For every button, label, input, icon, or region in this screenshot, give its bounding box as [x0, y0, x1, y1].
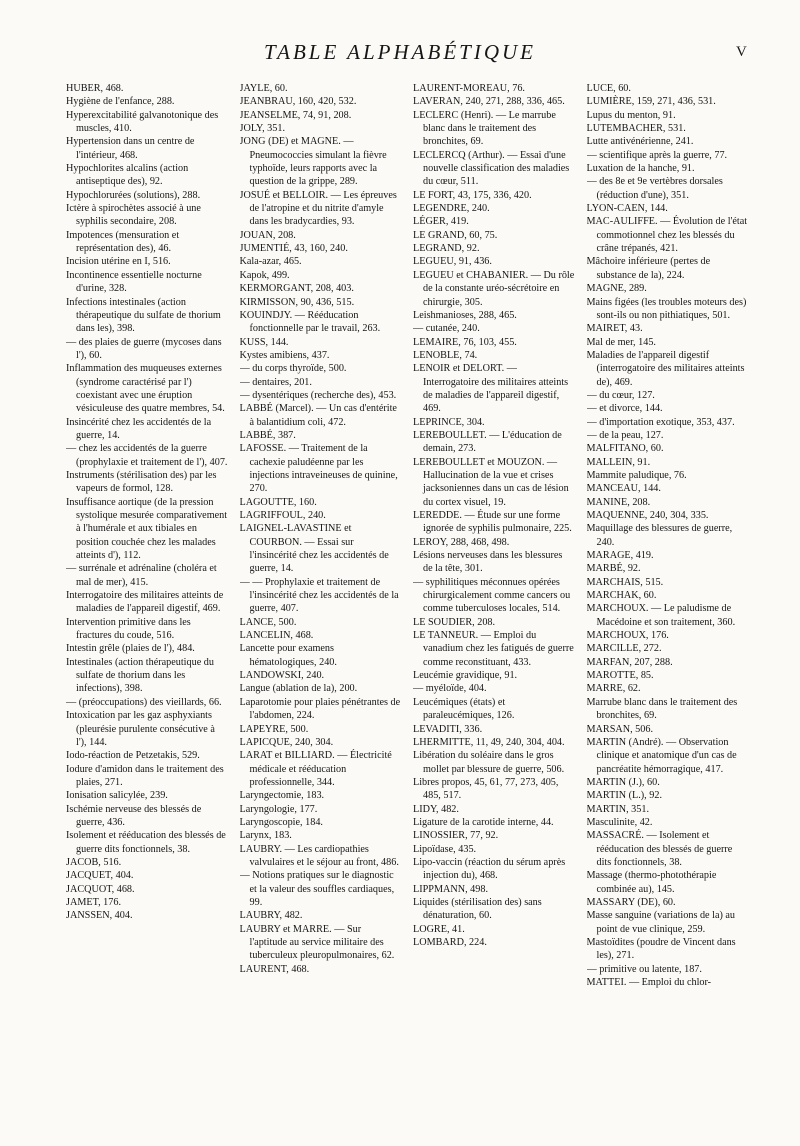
index-entry: JEANSELME, 74, 91, 208.	[239, 109, 352, 121]
index-entry: MARRE, 62.	[586, 683, 641, 695]
index-entry: — des plaies de guerre (mycoses dans l'), 60.	[66, 336, 222, 361]
index-entry: Isolement et rééducation des blessés de guerre dits fonctionnels, 38.	[66, 830, 226, 855]
index-entry: MANINE, 208.	[586, 496, 651, 508]
page-number: V	[736, 44, 747, 60]
index-entry: Leucémie gravidique, 91.	[413, 670, 518, 682]
index-entry: LEPRINCE, 304.	[413, 416, 485, 428]
index-entry: — du cœur, 127.	[586, 389, 655, 401]
index-entry: Lutte antivénérienne, 241.	[586, 136, 694, 148]
index-entry: MARCHAK, 60.	[586, 590, 657, 602]
index-entry: — syphilitiques méconnues opérées chirurgicalement comme cancers ou comme tuberculoses locales, 514.	[413, 576, 571, 615]
index-entry: LE SOUDIER, 208.	[413, 616, 496, 628]
index-entry: MARBÉ, 92.	[586, 563, 641, 575]
index-entry: LAIGNEL-LAVASTINE et COURBON. — Essai sur l'insincérité chez les accidentés de guerre, 14.	[239, 523, 389, 575]
index-entry: — chez les accidentés de la guerre (prophylaxie et traitement de l'), 407.	[66, 443, 228, 468]
index-entry: Maquillage des blessures de guerre, 240.	[586, 523, 733, 548]
index-entry: Hyperexcitabilité galvanotonique des muscles, 410.	[66, 109, 219, 135]
index-entry: MASSACRÉ. — Isolement et rééducation des blessés de guerre dits fonctionnels, 38.	[586, 830, 733, 868]
index-column-1	[66, 82, 228, 1122]
index-entry: Lésions nerveuses dans les blessures de la tête, 301.	[413, 550, 563, 575]
index-entry: Iodo-réaction de Petzetakis, 529.	[66, 750, 200, 762]
index-entry: Intervention primitive dans les fractures du coude, 516.	[66, 616, 191, 642]
index-entry: MARSAN, 506.	[586, 723, 654, 735]
index-entry: Ictère à spirochètes associé à une syphilis secondaire, 208.	[66, 203, 201, 228]
index-entry: JACQUET, 404.	[66, 870, 134, 882]
index-entry: Ionisation salicylée, 239.	[66, 790, 168, 802]
index-entry: LABBÉ, 387.	[239, 429, 296, 441]
index-entry: Incision utérine en I, 516.	[66, 256, 171, 268]
index-entry: JANSSEN, 404.	[66, 910, 133, 922]
index-entry: — (préoccupations) des vieillards, 66.	[66, 696, 222, 708]
index-entry: Masculinite, 42.	[586, 816, 653, 828]
page-title: TABLE ALPHABÉTIQUE	[264, 40, 536, 64]
index-columns	[66, 82, 748, 1122]
index-entry: LEGUEU et CHABANIER. — Du rôle de la constante uréo-sécrétoire en chirurgie, 305.	[413, 269, 575, 308]
index-entry: LEGRAND, 92.	[413, 243, 480, 255]
index-entry: LIDY, 482.	[413, 803, 459, 815]
index-entry: Hypochlorites alcalins (action antiseptique des), 92.	[66, 163, 189, 188]
index-entry: MARFAN, 207, 288.	[586, 656, 673, 668]
index-entry: — des 8e et 9e vertèbres dorsales (réduction d'une), 351.	[586, 176, 723, 201]
index-entry: Lipoïdase, 435.	[413, 843, 477, 855]
index-entry: LAGRIFFOUL, 240.	[239, 510, 326, 521]
index-entry: MAROTTE, 85.	[586, 670, 654, 682]
index-entry: LEVADITI, 336.	[413, 723, 483, 735]
index-entry: LAGOUTTE, 160.	[239, 496, 317, 508]
index-entry: LYON-CAEN, 144.	[586, 203, 668, 215]
index-entry: Laryngectomie, 183.	[239, 790, 325, 802]
index-entry: Mastoïdites (poudre de Vincent dans les), 271.	[586, 937, 736, 962]
index-entry: Impotences (mensuration et représentation des), 46.	[66, 229, 180, 255]
index-entry: Mal de mer, 145.	[586, 336, 656, 348]
index-entry: Libération du soléaire dans le gros mollet par blessure de guerre, 506.	[413, 750, 565, 775]
index-entry: LARAT et BILLIARD. — Électricité médicale et rééducation professionnelle, 344.	[239, 750, 392, 788]
index-entry: Kala-azar, 465.	[239, 256, 302, 268]
index-entry: LABBÉ (Marcel). — Un cas d'entérite à balantidium coli, 472.	[239, 403, 397, 428]
index-entry: Langue (ablation de la), 200.	[239, 683, 358, 695]
index-entry: LIPPMANN, 498.	[413, 883, 488, 895]
index-entry: Insincérité chez les accidentés de la guerre, 14.	[66, 416, 212, 441]
index-entry: LANCE, 500.	[239, 616, 297, 628]
index-entry: LUCE, 60.	[586, 83, 631, 94]
index-entry: MARCHAIS, 515.	[586, 576, 664, 588]
index-entry: JOSUÉ et BELLOIR. — Les épreuves de l'atropine et du nitrite d'amyle dans les bradycardies, 93.	[239, 189, 397, 228]
index-entry: Iodure d'amidon dans le traitement des plaies, 271.	[66, 763, 224, 788]
index-entry: MATTEI. — Emploi du chlor-	[586, 977, 712, 989]
index-entry: LEREDDE. — Étude sur une forme ignorée de syphilis pulmonaire, 225.	[413, 510, 572, 535]
index-entry: Hypertension dans un centre de l'intérieur, 468.	[66, 136, 195, 161]
index-entry: LE GRAND, 60, 75.	[413, 229, 498, 241]
index-entry: Luxation de la hanche, 91.	[586, 163, 695, 175]
index-entry: LEREBOULLET et MOUZON. — Hallucination de la vue et crises jacksoniennes dans un cas de lésion du cortex visuel, 19.	[413, 456, 569, 508]
index-column-2	[240, 82, 402, 1122]
index-entry: JONG (DE) et MAGNE. — Pneumococcies simulant la fièvre typhoïde, leurs rapports avec la question de la grippe, 289.	[239, 136, 387, 188]
index-entry: LÉGER, 419.	[413, 216, 469, 228]
index-entry: KERMORGANT, 208, 403.	[239, 283, 354, 295]
index-entry: — de la peau, 127.	[586, 429, 664, 441]
index-entry: JUMENTIÉ, 43, 160, 240.	[239, 243, 348, 255]
index-entry: — surrénale et adrénaline (choléra et mal de mer), 415.	[66, 563, 217, 588]
index-entry: LAUBRY, 482.	[239, 910, 303, 922]
index-entry: LE FORT, 43, 175, 336, 420.	[413, 189, 532, 201]
index-entry: LECLERCQ (Arthur). — Essai d'une nouvelle classification des maladies du cœur, 511.	[413, 149, 570, 188]
index-entry: Insuffisance aortique (de la pression systolique mesurée comparativement à l'humérale et aux tibiales en position couchée chez les malades atteints d'), 112.	[66, 496, 228, 562]
index-entry: LANDOWSKI, 240.	[239, 670, 325, 682]
index-entry: KUSS, 144.	[239, 336, 289, 348]
index-entry: LEMAIRE, 76, 103, 455.	[413, 336, 517, 348]
index-entry: — dentaires, 201.	[239, 376, 312, 388]
index-entry: LECLERC (Henri). — Le marrube blanc dans le traitement des bronchites, 69.	[413, 109, 556, 148]
index-entry: JOUAN, 208.	[239, 229, 296, 241]
index-entry: LEREBOULLET. — L'éducation de demain, 273.	[413, 429, 562, 455]
page-header	[0, 38, 800, 68]
index-entry: MARAGE, 419.	[586, 550, 654, 562]
index-entry: LAPEYRE, 500.	[239, 723, 309, 735]
index-entry: — Notions pratiques sur le diagnostic et la valeur des souffles cardiaques, 99.	[239, 870, 395, 908]
index-entry: Mâchoire inférieure (pertes de substance de la), 224.	[586, 256, 711, 281]
index-entry: JACQUOT, 468.	[66, 883, 135, 895]
index-entry: Intestinales (action thérapeutique du sulfate de thorium dans les infections), 398.	[66, 656, 214, 695]
index-entry: LAUBRY. — Les cardiopathies valvulaires et le séjour au front, 486.	[239, 843, 399, 868]
index-entry: Lancette pour examens hématologiques, 240.	[239, 643, 337, 668]
index-entry: Intestin grêle (plaies de l'), 484.	[66, 643, 195, 655]
index-entry: Hygiène de l'enfance, 288.	[66, 96, 175, 108]
index-column-3	[413, 82, 575, 1122]
index-entry: Infections intestinales (action thérapeutique du sulfate de thorium dans les), 398.	[66, 296, 221, 335]
index-entry: JAMET, 176.	[66, 896, 121, 908]
index-entry: LEGENDRE, 240.	[413, 203, 490, 215]
index-entry: LOMBARD, 224.	[413, 937, 487, 948]
index-entry: LOGRE, 41.	[413, 923, 465, 935]
index-entry: Lupus du menton, 91.	[586, 109, 676, 121]
index-entry: JACOB, 516.	[66, 856, 122, 868]
index-entry: MARCILLE, 272.	[586, 643, 662, 655]
index-entry: Leishmanioses, 288, 465.	[413, 309, 517, 321]
index-entry: Maladies de l'appareil digestif (interrogatoire des militaires atteints de), 469.	[586, 349, 745, 388]
index-entry: LAPICQUE, 240, 304.	[239, 736, 334, 748]
index-entry: HUBER, 468.	[66, 83, 124, 94]
index-entry: JAYLE, 60.	[239, 83, 288, 94]
index-entry: Inflammation des muqueuses externes (syndrome caractérisé par l') coexistant avec une éruption vésiculeuse des quatre membres, 54.	[66, 363, 225, 415]
index-entry: Libres propos, 45, 61, 77, 273, 405, 485, 517.	[413, 776, 559, 802]
index-entry: Larynx, 183.	[239, 830, 292, 842]
index-entry: — — Prophylaxie et traitement de l'insincérité chez les accidentés de la guerre, 407.	[239, 576, 399, 615]
index-entry: MANCEAU, 144.	[586, 483, 661, 495]
index-entry: MAIRET, 43.	[586, 323, 643, 335]
index-entry: LUMIÈRE, 159, 271, 436, 531.	[586, 96, 716, 108]
index-entry: LEGUEU, 91, 436.	[413, 256, 492, 268]
index-entry: Ischémie nerveuse des blessés de guerre, 436.	[66, 803, 202, 828]
index-entry: Laparotomie pour plaies pénétrantes de l'abdomen, 224.	[239, 696, 401, 722]
index-entry: Marrube blanc dans le traitement des bronchites, 69.	[586, 696, 738, 722]
index-entry: MALFITANO, 60.	[586, 443, 664, 455]
index-entry: — et divorce, 144.	[586, 403, 663, 415]
index-entry: Intoxication par les gaz asphyxiants (pleurésie purulente consécutive à l'), 144.	[66, 710, 215, 748]
index-entry: LHERMITTE, 11, 49, 240, 304, 404.	[413, 736, 565, 748]
index-entry: KOUINDJY. — Rééducation fonctionnelle par le travail, 263.	[239, 309, 381, 335]
index-entry: Mammite paludique, 76.	[586, 469, 687, 481]
index-entry: Interrogatoire des militaires atteints de maladies de l'appareil digestif, 469.	[66, 590, 224, 615]
index-column-4	[587, 82, 749, 1122]
index-entry: MAGNE, 289.	[586, 283, 647, 295]
index-entry: Laryngoscopie, 184.	[239, 816, 323, 828]
index-entry: LEROY, 288, 468, 498.	[413, 536, 510, 548]
index-entry: MARTIN (André). — Observation clinique et anatomique d'un cas de pancréatite hémorragique, 417.	[586, 736, 737, 775]
index-entry: Masse sanguine (variations de la) au point de vue clinique, 259.	[586, 910, 736, 935]
index-entry: Incontinence essentielle nocturne d'urine, 328.	[66, 269, 202, 295]
index-entry: Liquides (stérilisation des) sans dénaturation, 60.	[413, 896, 542, 922]
index-entry: MALLEIN, 91.	[586, 456, 651, 468]
index-entry: LUTEMBACHER, 531.	[586, 123, 686, 135]
index-entry: MARTIN (L.), 92.	[586, 790, 663, 802]
index-entry: LAVERAN, 240, 271, 288, 336, 465.	[413, 96, 565, 108]
index-entry: LENOBLE, 74.	[413, 349, 478, 361]
index-entry: LAURENT-MOREAU, 76.	[413, 83, 525, 94]
index-entry: MAC-AULIFFE. — Évolution de l'état commotionnel chez les blessés du crâne trépanés, 421.	[586, 216, 748, 255]
index-entry: Laryngologie, 177.	[239, 803, 318, 815]
index-entry: Massage (thermo-photothérapie combinée au), 145.	[586, 870, 717, 895]
index-entry: LINOSSIER, 77, 92.	[413, 830, 499, 842]
index-entry: Hypochlorurées (solutions), 288.	[66, 189, 201, 201]
index-entry: — dysentériques (recherche des), 453.	[239, 389, 397, 401]
index-entry: Ligature de la carotide interne, 44.	[413, 816, 554, 828]
index-entry: — cutanée, 240.	[413, 323, 480, 335]
index-entry: Instruments (stérilisation des) par les vapeurs de formol, 128.	[66, 469, 217, 495]
index-entry: LANCELIN, 468.	[239, 630, 314, 642]
index-entry: JOLY, 351.	[239, 123, 285, 135]
index-entry: MAQUENNE, 240, 304, 335.	[586, 510, 709, 521]
index-entry: LAURENT, 468.	[239, 963, 310, 975]
index-entry: Leucémiques (états) et paraleucémiques, 126.	[413, 696, 515, 722]
index-entry: — du corps thyroïde, 500.	[239, 363, 347, 375]
index-entry: MARTIN (J.), 60.	[586, 776, 660, 788]
index-entry: MASSARY (DE), 60.	[586, 896, 676, 908]
index-entry: — primitive ou latente, 187.	[586, 963, 702, 975]
index-entry: KIRMISSON, 90, 436, 515.	[239, 296, 355, 308]
index-entry: — myéloïde, 404.	[413, 683, 487, 695]
index-entry: LAFOSSE. — Traitement de la cachexie paludéenne par les injections intraveineuses de quinine, 270.	[239, 443, 398, 495]
index-entry: MARCHOUX, 176.	[586, 630, 669, 642]
index-entry: LE TANNEUR. — Emploi du vanadium chez les fatigués de guerre comme reconstituant, 433.	[413, 630, 574, 668]
index-entry: Mains figées (les troubles moteurs des) sont-ils ou non pithiatiques, 501.	[586, 296, 747, 321]
index-entry: — scientifique après la guerre, 77.	[586, 149, 728, 161]
index-entry: LENOIR et DELORT. — Interrogatoire des militaires atteints de maladies de l'appareil digestif, 469.	[413, 363, 569, 415]
index-entry: Kystes amibiens, 437.	[239, 349, 330, 361]
index-entry: MARCHOUX. — Le paludisme de Macédoine et son traitement, 360.	[586, 603, 736, 628]
index-entry: MARTIN, 351.	[586, 803, 649, 815]
index-entry: Kapok, 499.	[239, 269, 290, 281]
index-entry: — d'importation exotique, 353, 437.	[586, 416, 735, 428]
index-entry: JEANBRAU, 160, 420, 532.	[239, 96, 357, 108]
index-entry: LAUBRY et MARRE. — Sur l'aptitude au service militaire des tuberculeux pleuropulmonaires, 62.	[239, 923, 395, 962]
index-entry: Lipo-vaccin (réaction du sérum après injection du), 468.	[413, 856, 566, 882]
